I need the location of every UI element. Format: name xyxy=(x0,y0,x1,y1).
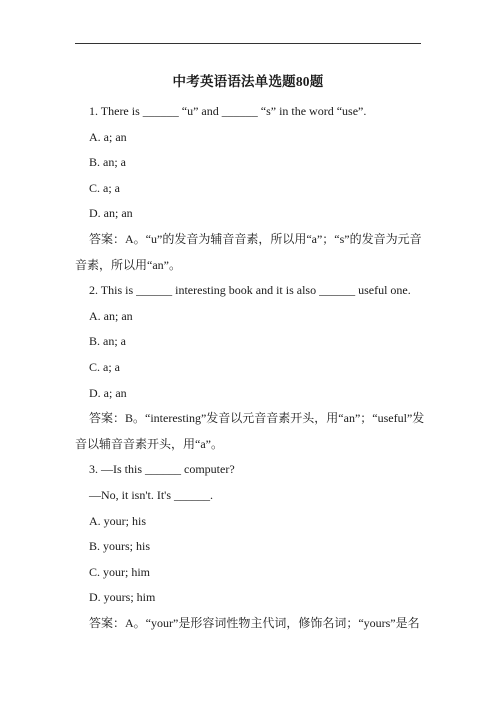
document-body xyxy=(75,103,425,640)
text-line: 答案：A。“u”的发音为辅音音素，所以用“a”；“s”的发音为元音 xyxy=(89,231,422,246)
document-title: 中考英语语法单选题80题 xyxy=(172,74,324,89)
text-line: 答案：A。“your”是形容词性物主代词，修饰名词；“yours”是名 xyxy=(89,615,420,630)
text-line: C. a; a xyxy=(89,180,120,195)
header-rule xyxy=(75,43,421,44)
text-line: 音以辅音音素开头，用“a”。 xyxy=(75,436,223,451)
text-line: B. an; a xyxy=(89,334,126,349)
text-line: C. your; him xyxy=(89,564,151,579)
text-line: 2. This is ______ interesting book and it is also ______ useful one. xyxy=(89,283,411,298)
text-line: 音素，所以用“an”。 xyxy=(75,257,181,272)
text-line: A. an; an xyxy=(89,308,133,323)
text-line: D. a; an xyxy=(89,385,127,400)
text-line: A. your; his xyxy=(89,513,146,528)
text-line: C. a; a xyxy=(89,359,120,374)
text-line: D. an; an xyxy=(89,206,133,221)
text-line: 答案：B。“interesting”发音以元音音素开头，用“an”；“useful”发 xyxy=(89,411,425,426)
text-line: —No, it isn't. It's ______. xyxy=(89,487,213,502)
text-line: B. yours; his xyxy=(89,539,151,554)
text-line: B. an; a xyxy=(89,155,126,170)
text-line: A. a; an xyxy=(89,129,127,144)
text-line: 1. There is ______ “u” and ______ “s” in the word “use”. xyxy=(89,104,367,118)
text-line: 3. —Is this ______ computer? xyxy=(89,462,235,477)
text-line: D. yours; him xyxy=(89,590,156,605)
